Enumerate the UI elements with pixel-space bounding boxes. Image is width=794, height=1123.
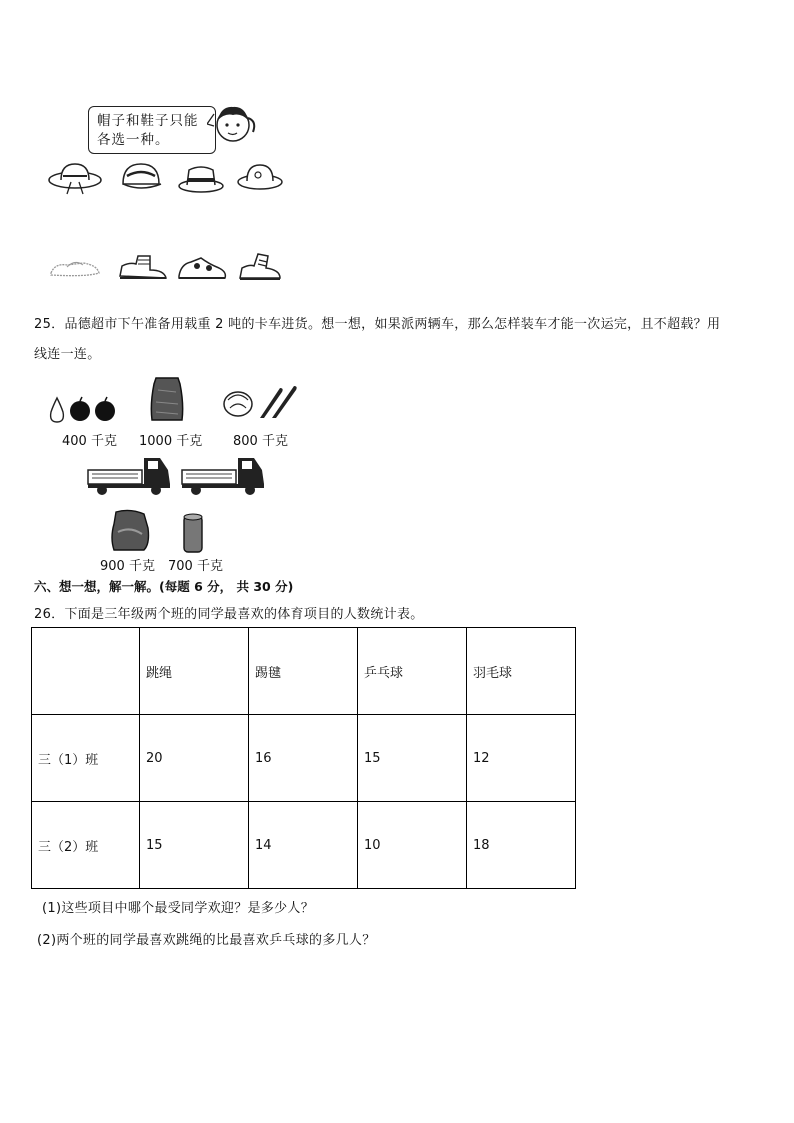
vegetables-icon bbox=[220, 382, 302, 422]
table-cell: 18 bbox=[467, 802, 576, 889]
item-label-fruit: 400 千克 bbox=[62, 434, 117, 449]
table-cell: 15 bbox=[140, 802, 249, 889]
table-cell: 10 bbox=[358, 802, 467, 889]
container-icon bbox=[182, 512, 204, 554]
flower-hat-icon bbox=[236, 160, 284, 194]
item-label-vegetables: 800 千克 bbox=[233, 434, 288, 449]
table-header-cell: 羽毛球 bbox=[467, 628, 576, 715]
hat-icon bbox=[47, 160, 107, 198]
stats-table bbox=[31, 627, 576, 889]
fedora-icon bbox=[177, 162, 225, 196]
table-cell: 三（2）班 bbox=[32, 802, 140, 889]
truck-icon bbox=[86, 452, 174, 496]
question-26-intro: 26．下面是三年级两个班的同学最喜欢的体育项目的人数统计表。 bbox=[34, 607, 424, 622]
fruit-icon bbox=[47, 394, 119, 424]
table-header-cell: 踢毽 bbox=[249, 628, 358, 715]
table-header-cell: 跳绳 bbox=[140, 628, 249, 715]
speech-text: 帽子和鞋子只能各选一种。 bbox=[97, 113, 199, 148]
truck-icon bbox=[180, 452, 268, 496]
table-cell: 16 bbox=[249, 715, 358, 802]
flour-bag-icon bbox=[108, 508, 152, 552]
table-cell: 20 bbox=[140, 715, 249, 802]
speech-bubble bbox=[88, 106, 216, 154]
item-label-grain: 1000 千克 bbox=[139, 434, 203, 449]
sub-question-1: (1)这些项目中哪个最受同学欢迎？是多少人？ bbox=[42, 901, 315, 916]
table-cell: 14 bbox=[249, 802, 358, 889]
question-25-line1: 25．品德超市下午准备用载重 2 吨的卡车进货。想一想，如果派两辆车，那么怎样装车才能一次运完，且不超载？用 bbox=[34, 317, 721, 332]
cap-icon bbox=[117, 160, 165, 196]
table-cell: 15 bbox=[358, 715, 467, 802]
boot-icon bbox=[116, 250, 170, 284]
sneaker-icon bbox=[175, 250, 229, 284]
girl-illustration bbox=[207, 98, 257, 156]
high-top-shoe-icon bbox=[236, 250, 284, 284]
question-25-line2: 线连一连。 bbox=[34, 347, 101, 362]
table-row bbox=[32, 802, 576, 889]
table-cell: 三（1）班 bbox=[32, 715, 140, 802]
item-label-container: 700 千克 bbox=[168, 559, 223, 574]
table-header-cell bbox=[32, 628, 140, 715]
table-row bbox=[32, 628, 576, 715]
grain-sack-icon bbox=[148, 374, 186, 424]
sub-question-2: (2)两个班的同学最喜欢跳绳的比最喜欢乒乓球的多几人？ bbox=[37, 933, 376, 948]
item-label-flour: 900 千克 bbox=[100, 559, 155, 574]
section-title: 六、想一想，解一解。(每题 6 分， 共 30 分) bbox=[34, 579, 294, 594]
table-row bbox=[32, 715, 576, 802]
table-header-cell: 乒乓球 bbox=[358, 628, 467, 715]
shoe-icon bbox=[47, 253, 103, 283]
table-cell: 12 bbox=[467, 715, 576, 802]
